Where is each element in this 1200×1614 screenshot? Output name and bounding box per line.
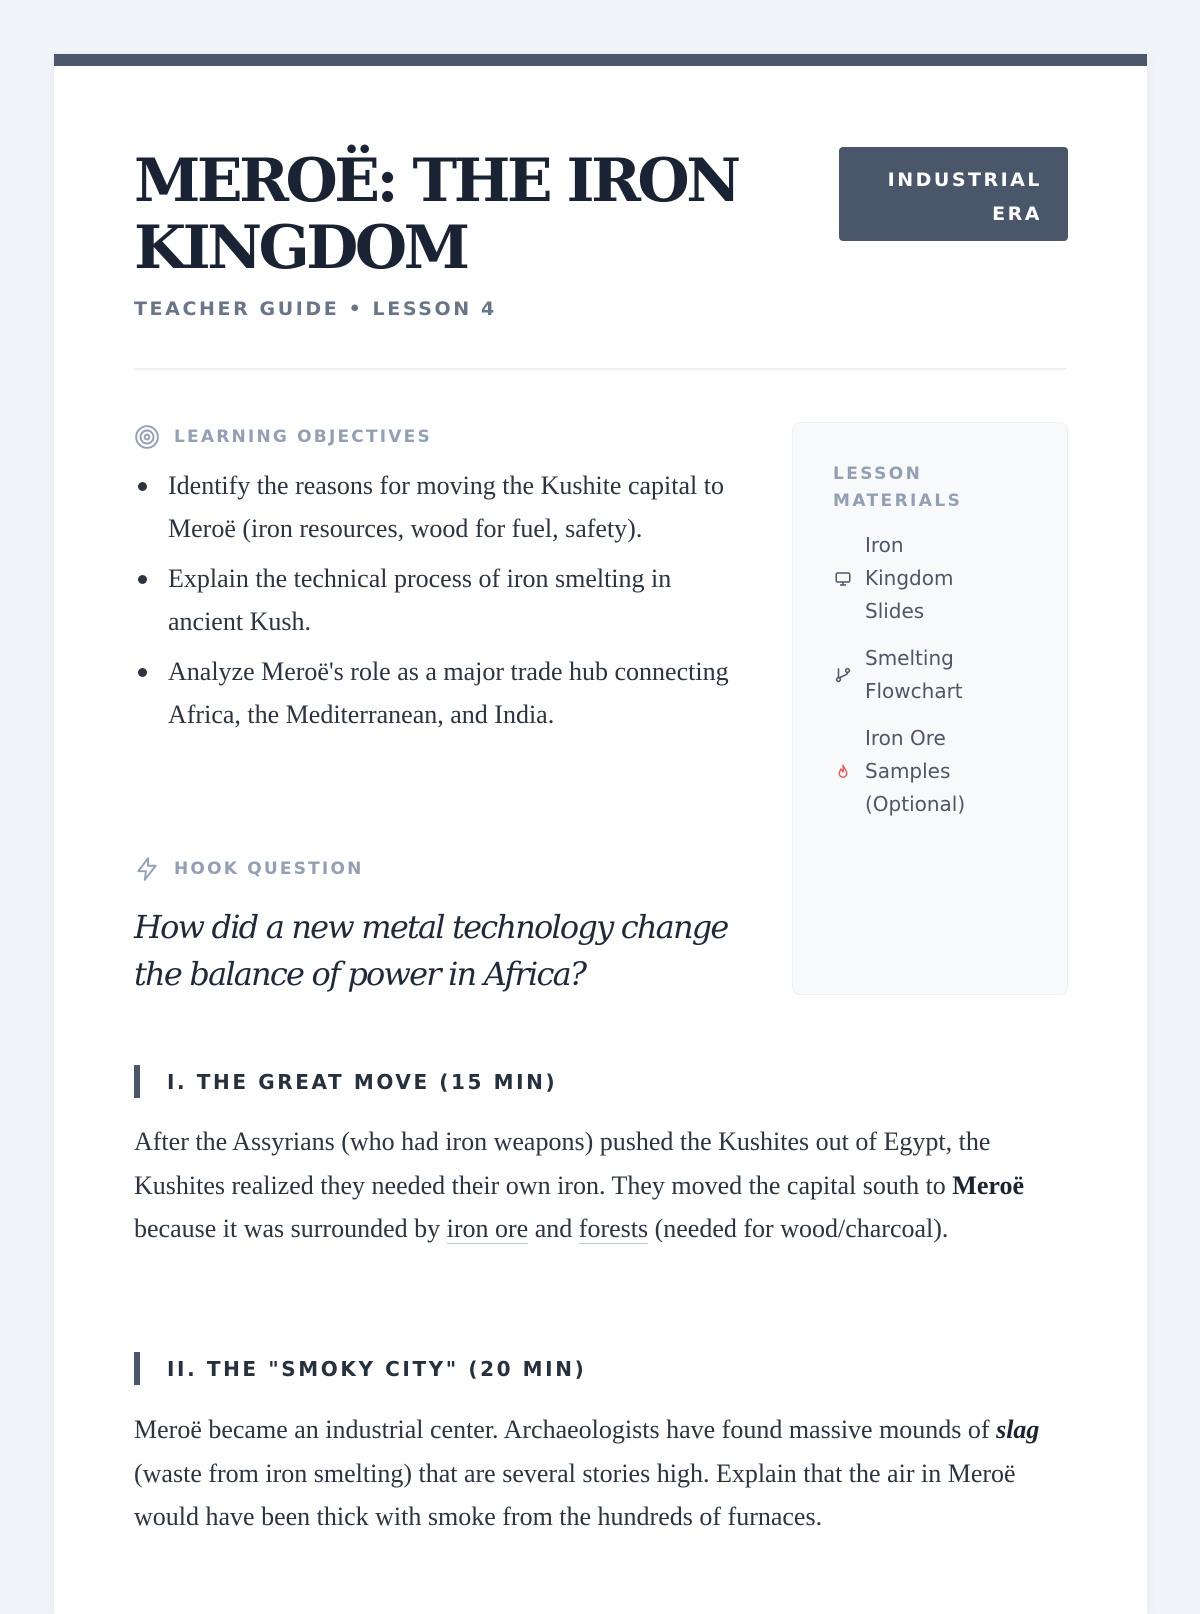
term-iron-ore[interactable]: iron ore	[446, 1214, 529, 1243]
header-divider	[134, 368, 1067, 370]
hook-label-text: HOOK QUESTION	[174, 859, 364, 879]
lightning-icon	[134, 856, 160, 882]
paragraph-text: After the Assyrians (who had iron weapons) pushed the Kushites out of Egypt, the Kushites realized they needed their own iron. They moved the capital south to	[134, 1127, 991, 1200]
highlight-meroe: Meroë	[952, 1170, 1024, 1200]
target-icon	[134, 424, 160, 450]
section-paragraph-great-move	[134, 1120, 1067, 1251]
section-heading-great-move: I. THE GREAT MOVE (15 MIN)	[134, 1065, 557, 1098]
lesson-card	[54, 54, 1147, 1614]
monitor-icon	[833, 569, 853, 589]
material-label: Iron Kingdom Slides	[865, 533, 954, 623]
paragraph-text: Meroë became an industrial center. Archaeologists have found massive mounds of	[134, 1415, 997, 1444]
material-item-slides[interactable]	[833, 529, 1037, 628]
material-item-ore-samples[interactable]	[833, 722, 1037, 821]
term-forests[interactable]: forests	[578, 1214, 649, 1243]
section-heading-smoky-city: II. THE "SMOKY CITY" (20 MIN)	[134, 1352, 586, 1385]
material-label: Iron Ore Samples (Optional)	[865, 726, 966, 816]
era-badge: INDUSTRIAL ERA	[839, 147, 1068, 241]
paragraph-text: (waste from iron smelting) that are several stories high. Explain that the air in Meroë would have been thick with smoke from the hundreds of furnaces.	[134, 1458, 1016, 1531]
page-title: MEROË: THE IRON KINGDOM	[134, 146, 738, 283]
objectives-label-text: LEARNING OBJECTIVES	[174, 427, 432, 447]
objectives-label	[134, 424, 432, 450]
section-paragraph-smoky-city	[134, 1408, 1067, 1539]
paragraph-text: because it was surrounded by	[134, 1214, 447, 1243]
flame-icon	[833, 762, 853, 782]
material-item-flowchart[interactable]	[833, 642, 1037, 708]
objective-item: Analyze Meroë's role as a major trade hub connecting Africa, the Mediterranean, and India.	[134, 650, 734, 736]
hook-question: How did a new metal technology change the balance of power in Africa?	[134, 908, 728, 993]
hook-label	[134, 856, 364, 882]
flowchart-icon	[833, 665, 853, 685]
objective-item: Identify the reasons for moving the Kushite capital to Meroë (iron resources, wood for fuel, safety).	[134, 464, 734, 550]
objective-item: Explain the technical process of iron smelting in ancient Kush.	[134, 557, 734, 643]
objectives-list	[134, 464, 734, 743]
term-slag: slag	[996, 1415, 1040, 1444]
materials-panel	[792, 422, 1068, 995]
page-subtitle: TEACHER GUIDE • LESSON 4	[134, 298, 497, 320]
materials-title: LESSON MATERIALS	[833, 464, 963, 511]
paragraph-text: (needed for wood/charcoal).	[648, 1214, 949, 1243]
paragraph-text: and	[528, 1214, 579, 1243]
material-label: Smelting Flowchart	[865, 646, 963, 703]
